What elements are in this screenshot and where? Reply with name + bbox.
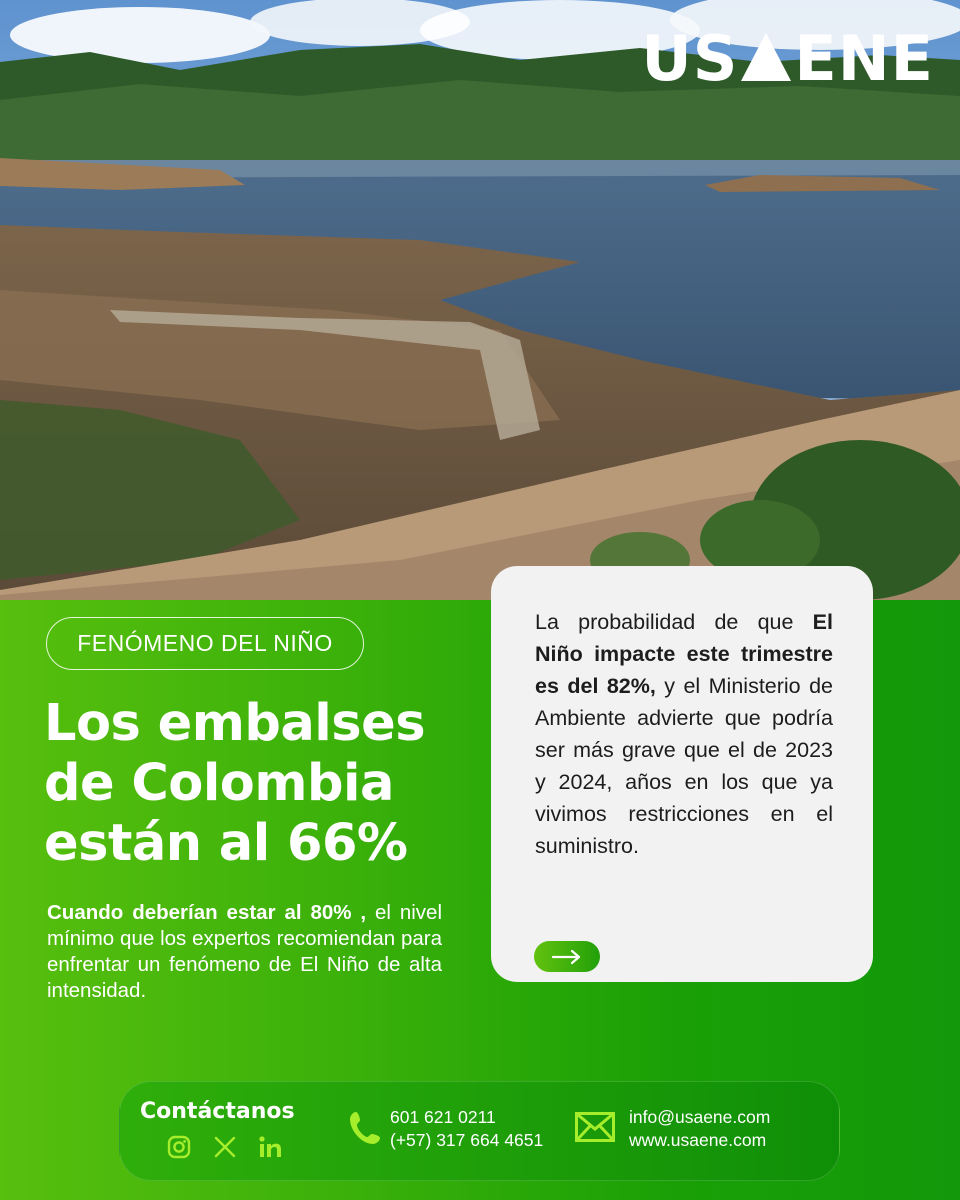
subheadline-bold: Cuando deberían estar al 80% ,: [47, 901, 367, 924]
instagram-icon[interactable]: [166, 1134, 192, 1160]
brand-logo: [641, 22, 934, 95]
phone-2[interactable]: (+57) 317 664 4651: [390, 1130, 544, 1150]
social-links: [166, 1134, 284, 1160]
phone-icon: [348, 1110, 382, 1146]
topic-tag: FENÓMENO DEL NIÑO: [46, 617, 364, 670]
arrow-right-icon: [551, 949, 583, 965]
email-link[interactable]: info@usaene.com: [629, 1107, 771, 1127]
subheadline-rest: el nivel mínimo que los expertos recomiendan para enfrentar un fenómeno de El Niño de alta intensidad.: [47, 901, 442, 1002]
linkedin-icon[interactable]: [258, 1134, 284, 1160]
logo-text-left: US: [641, 22, 739, 95]
logo-triangle-icon: [741, 33, 791, 81]
headline: [44, 694, 484, 874]
next-button[interactable]: [534, 941, 600, 972]
card-text-pre: La probabilidad de que: [535, 610, 813, 634]
card-text-bold: El Niño impacte este trimestre es del 82%,: [535, 610, 833, 698]
logo-text-right: ENE: [794, 22, 934, 95]
info-card-text: [535, 606, 833, 862]
headline-line-3: están al 66%: [44, 814, 408, 873]
mail-icon: [575, 1112, 615, 1142]
email-website: [629, 1106, 770, 1152]
info-card: [491, 566, 873, 982]
phone-1[interactable]: 601 621 0211: [390, 1107, 496, 1127]
website-link[interactable]: www.usaene.com: [629, 1130, 767, 1150]
card-text-post: y el Ministerio de Ambiente advierte que podría ser más grave que el de 2023 y 2024, años en los que ya vivimos restricciones en el suministro.: [535, 674, 833, 858]
contact-bar: [119, 1081, 840, 1181]
x-icon[interactable]: [212, 1134, 238, 1160]
headline-line-2: de Colombia: [44, 754, 394, 813]
contact-title: Contáctanos: [140, 1099, 295, 1124]
headline-line-1: Los embalses: [44, 694, 426, 753]
subheadline: [47, 900, 442, 1004]
phone-numbers: [390, 1106, 543, 1152]
